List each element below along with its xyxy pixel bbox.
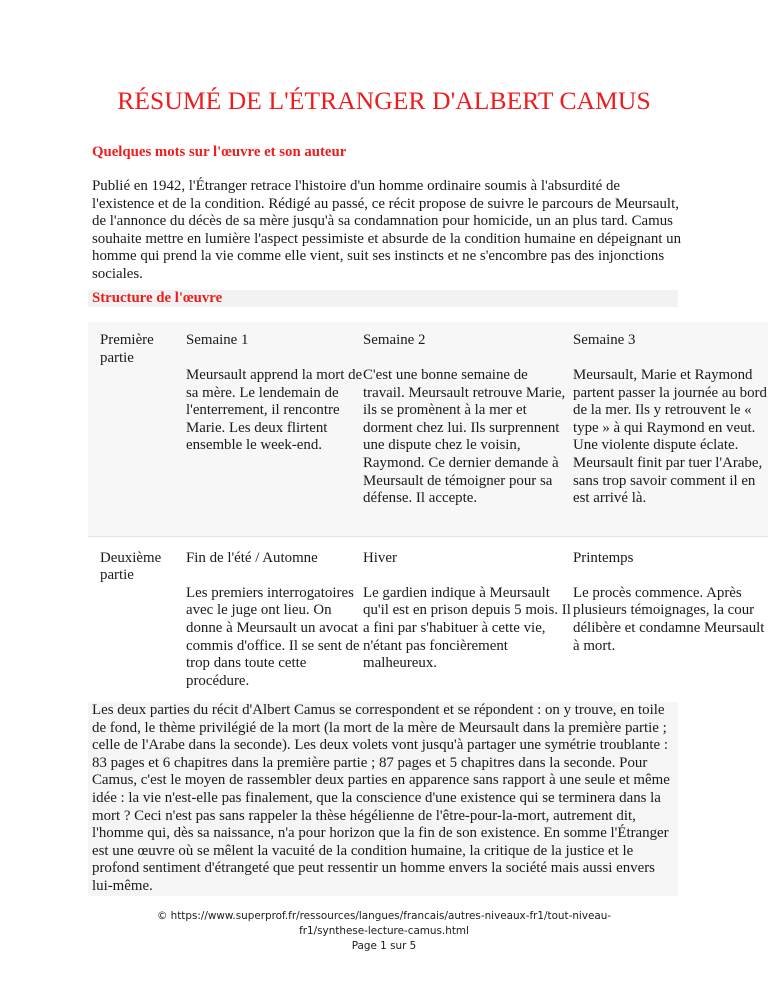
part-label-cell	[88, 536, 186, 690]
period-label: Semaine 3	[573, 332, 636, 348]
part-label: Deuxième partie	[100, 549, 162, 584]
table-cell	[573, 322, 768, 536]
period-summary: Les premiers interrogatoires avec le juge ont lieu. On donne à Meursault un avocat commis d'office. Il se sent de trop dans toute cette procédure.	[186, 584, 360, 689]
part-label-cell	[88, 322, 186, 536]
page-footer	[0, 909, 768, 954]
period-summary: Le procès commence. Après plusieurs témoignages, la cour délibère et condamne Meursault à mort.	[573, 584, 765, 654]
period-summary: C'est une bonne semaine de travail. Meursault retrouve Marie, ils se promènent à la mer et dorment chez lui. Ils surprennent une dispute chez le voisin, Raymond. Ce dernier demande à Meursault de témoigner pour sa défense. Il accepte.	[363, 367, 566, 507]
table-row-part-2	[88, 536, 768, 690]
intro-paragraph: Publié en 1942, l'Étranger retrace l'histoire d'un homme ordinaire soumis à l'absurdité de l'existence et de la condition. Rédigé au passé, ce récit propose de suivre le parcours de Meursault, de l'annonce du décès de sa mère jusqu'à sa condamnation pour homicide, un an plus tard. Camus souhaite mettre en lumière l'aspect pessimiste et absurde de la condition humaine en dépeignant un homme qui prend la vie comme elle vient, suit ses instincts et ne s'encombre pas des injonctions sociales.	[92, 178, 682, 282]
table-cell	[186, 322, 363, 536]
source-url-line-2: fr1/synthese-lecture-camus.html	[299, 925, 469, 937]
period-label: Semaine 1	[186, 332, 249, 348]
period-summary: Meursault, Marie et Raymond partent passer la journée au bord de la mer. Ils y retrouvent le « type » à qui Raymond en veut. Une violente dispute éclate. Meursault finit par tuer l'Arabe, sans trop savoir comment il en est arrivé là.	[573, 367, 767, 507]
period-label: Printemps	[573, 549, 634, 566]
table-cell	[186, 536, 363, 690]
source-url-line-1: © https://www.superprof.fr/ressources/langues/francais/autres-niveaux-fr1/tout-niveau-	[156, 910, 612, 922]
period-summary: Meursault apprend la mort de sa mère. Le lendemain de l'enterrement, il rencontre Marie. Les deux flirtent ensemble le week-end.	[186, 367, 363, 454]
period-label: Fin de l'été / Automne	[186, 549, 318, 566]
page-number: Page 1 sur 5	[351, 940, 417, 952]
part-label: Première partie	[100, 332, 154, 366]
period-summary: Le gardien indique à Meursault qu'il est en prison depuis 5 mois. Il a fini par s'habituer à cette vie, n'étant pas foncièrement malheureux.	[363, 584, 571, 672]
structure-table	[88, 322, 768, 690]
table-cell	[363, 322, 573, 536]
conclusion-paragraph: Les deux parties du récit d'Albert Camus se correspondent et se répondent : on y trouve, en toile de fond, le thème privilégié de la mort (la mort de la mère de Meursault dans la première partie ; celle de l'Arabe dans la seconde). Les deux volets vont jusqu'à partager une symétrie troublante : 83 pages et 6 chapitres dans la première partie ; 87 pages et 5 chapitres dans la seconde. Pour Camus, c'est le moyen de rassembler deux parties en apparence sans rapport à une seule et même idée : la vie n'est-elle pas finalement, que la conscience d'une existence qui se terminera dans la mort ? Ceci n'est pas sans rappeler la thèse hégélienne de l'être-pour-la-mort, autrement dit, l'homme qui, dès sa naissance, n'a pour horizon que la fin de son existence. En somme l'Étranger est une œuvre où se mêlent la vacuité de la condition humaine, la critique de la justice et le profond sentiment d'étrangeté que peut ressentir un homme envers la société mais aussi envers lui-même.	[88, 702, 678, 896]
section-heading-structure: Structure de l'œuvre	[88, 290, 678, 307]
period-label: Semaine 2	[363, 332, 426, 348]
table-cell	[363, 536, 573, 690]
section-heading-intro: Quelques mots sur l'œuvre et son auteur	[92, 144, 347, 160]
period-label: Hiver	[363, 549, 397, 566]
table-row-part-1	[88, 322, 768, 536]
page-title: RÉSUMÉ DE L'ÉTRANGER D'ALBERT CAMUS	[117, 86, 651, 115]
table-cell	[573, 536, 768, 690]
